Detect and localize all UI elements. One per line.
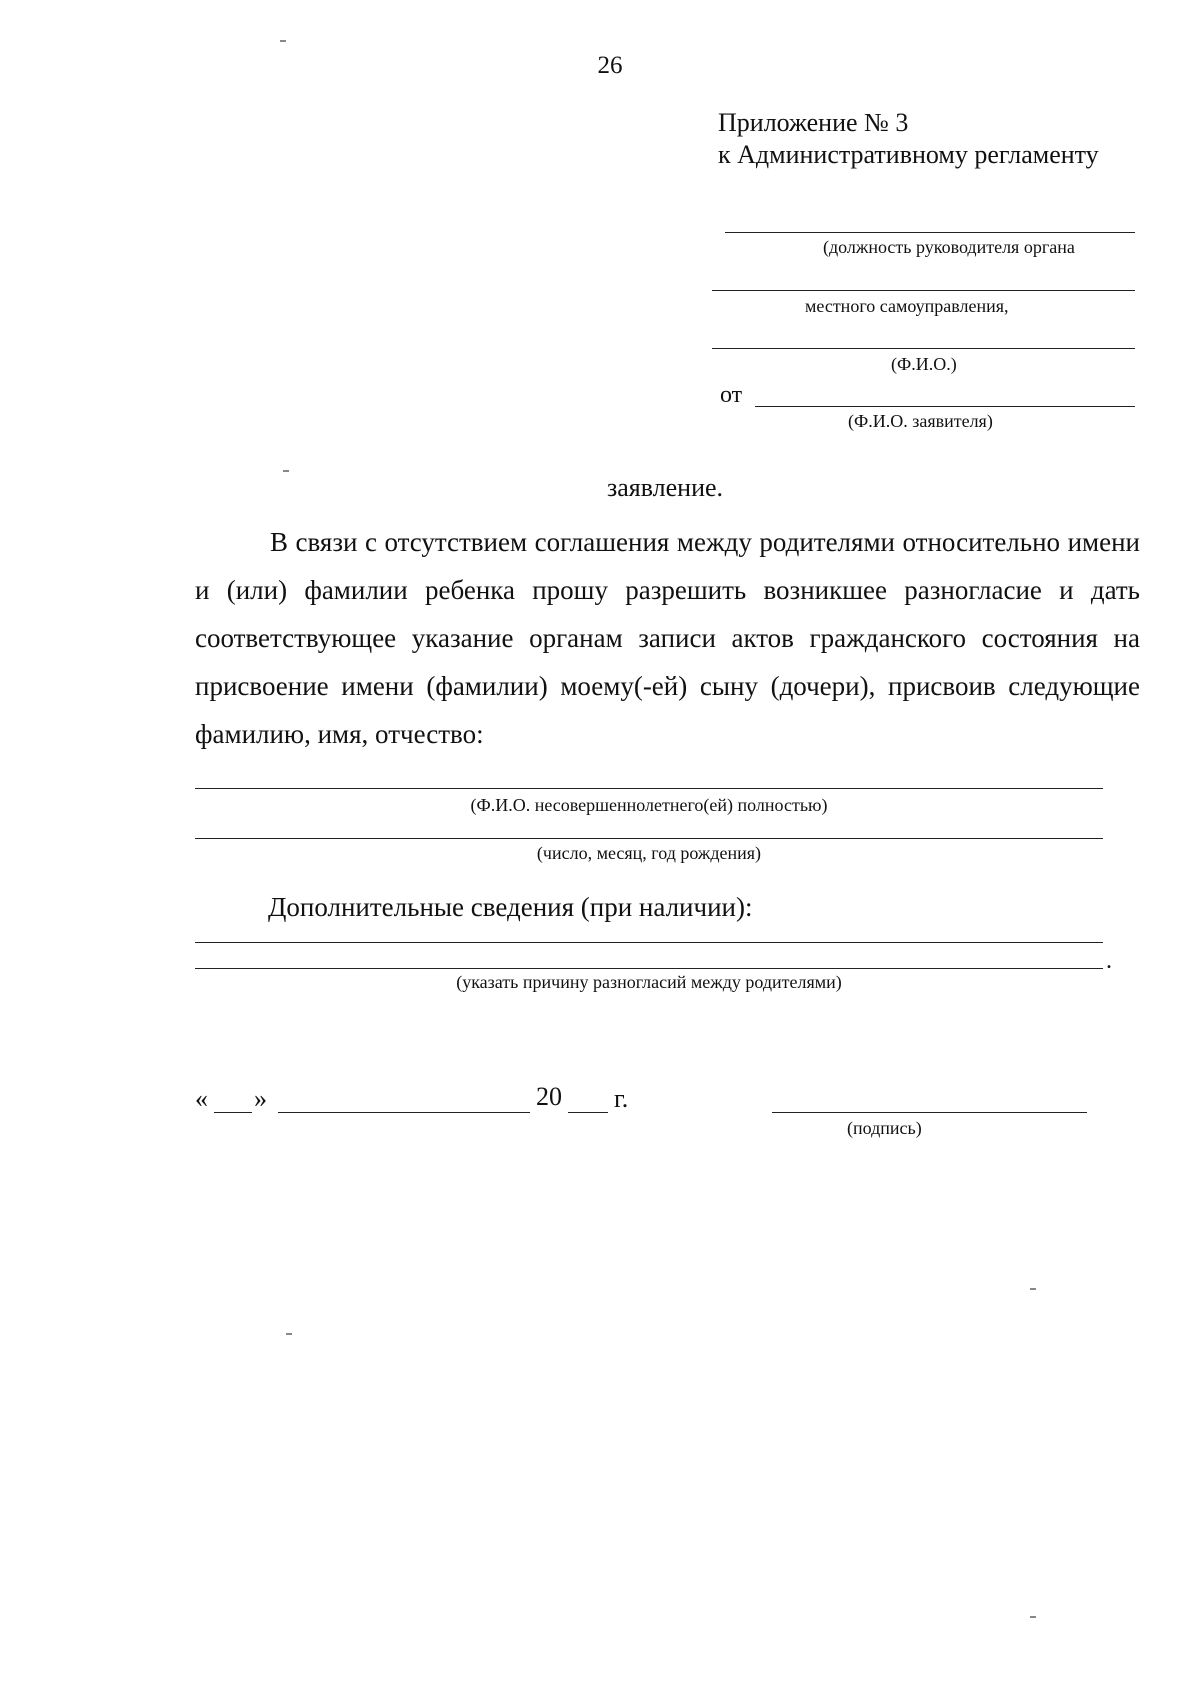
scan-speck [1030, 1288, 1036, 1290]
scan-speck [286, 1333, 292, 1335]
additional-info-label: Дополнительные сведения (при наличии): [268, 892, 753, 922]
scan-speck [280, 40, 286, 42]
appendix-subtitle: к Административному регламенту [718, 140, 1099, 169]
date-quote-close: » [254, 1084, 267, 1113]
addressee-position-line [725, 232, 1135, 233]
signature-line [772, 1112, 1087, 1113]
addressee-authority-caption: местного самоуправления, [805, 296, 1009, 316]
addressee-position-caption: (должность руководителя органа [823, 237, 1075, 257]
additional-info-caption: (указать причину разногласий между родителями) [456, 972, 842, 992]
child-birth-line [195, 838, 1103, 839]
applicant-fio-line [755, 406, 1135, 407]
appendix-title: Приложение № 3 [718, 108, 909, 137]
date-month-line [278, 1112, 530, 1113]
document-title: заявление. [606, 473, 724, 502]
scan-speck [283, 470, 289, 472]
additional-info-line-1 [195, 942, 1103, 943]
body-paragraph-text: В связи с отсутствием соглашения между родителями относительно имени и (или) фамилии ребенка прошу разрешить возникшее разногласие и дать соответствующее указание органам записи актов гражданского состояния на присвоение имени (фамилии) моему(-ей) сыну (дочери), присвоив следующие фамилию, имя, отчество: [195, 527, 1140, 749]
additional-info-end-mark: . [1106, 948, 1112, 974]
date-year-prefix: 20 [536, 1082, 562, 1111]
signature-caption: (подпись) [847, 1118, 922, 1138]
addressee-authority-line [712, 290, 1135, 291]
date-quote-open: « [195, 1084, 208, 1113]
body-paragraph [195, 518, 1140, 758]
applicant-fio-caption: (Ф.И.О. заявителя) [848, 411, 993, 431]
date-year-line [568, 1112, 608, 1113]
child-fio-line [195, 788, 1103, 789]
page-number: 26 [597, 52, 623, 79]
addressee-fio-caption: (Ф.И.О.) [891, 354, 957, 374]
date-day-line [214, 1112, 252, 1113]
child-birth-caption: (число, месяц, год рождения) [536, 843, 762, 863]
scan-speck [1030, 1616, 1036, 1618]
from-label: от [720, 382, 743, 408]
additional-info-line-2 [195, 968, 1103, 969]
child-fio-caption: (Ф.И.О. несовершеннолетнего(ей) полностью) [470, 795, 828, 815]
date-year-suffix: г. [614, 1084, 629, 1113]
addressee-fio-line [712, 348, 1135, 349]
